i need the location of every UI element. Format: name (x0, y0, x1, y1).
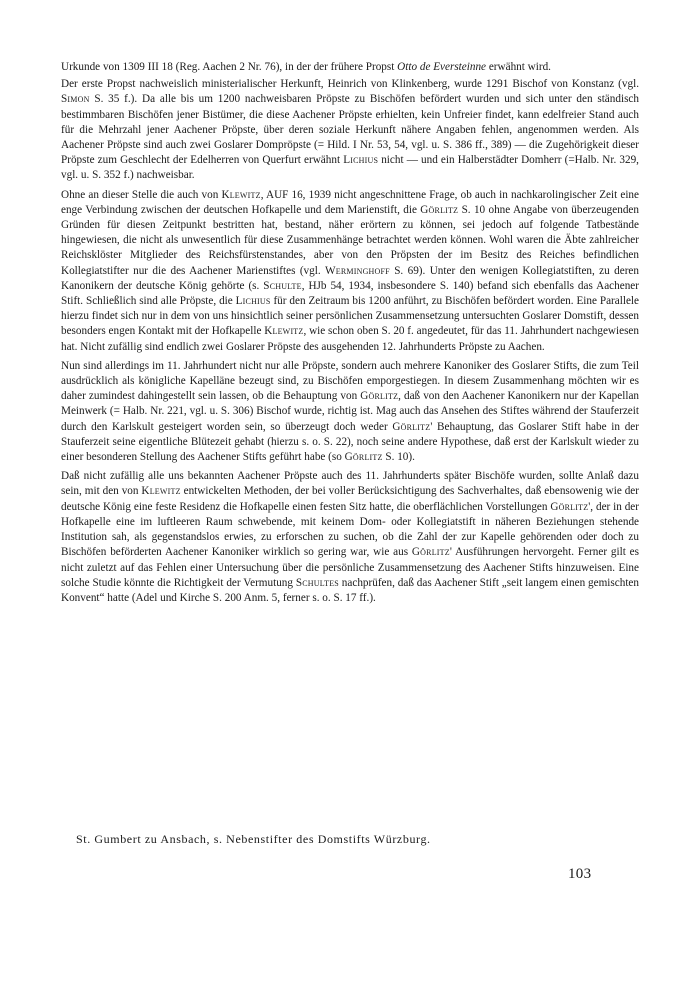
paragraph-1 (61, 60, 639, 75)
text-run: ' Behauptung, das Goslarer Stift habe in der Stauferzeit seine eigentliche Blütezeit gehabt (hierzu s. o. S. 22), noch seine andere Hypothese, daß erst der Karlskult wieder zu einer besonderen Stellung des Aachener Stifts geführt habe (so (61, 420, 639, 464)
author-name: Görlitz (411, 546, 450, 559)
paragraph-5 (61, 469, 639, 606)
text-run: ' Ausführungen hervorgeht. Ferner gilt es nicht zuletzt auf das Fehlen einer Untersuchung über die persönliche Zusammensetzung des Aachener Stifts hinzuweisen. Eine solche Studie könnte die Richtigkeit der Vermutung (61, 546, 639, 589)
text-run: nachprüfen, daß das Aachener Stift „seit langem einen gemischten Konvent“ hatte (Adel und Kirche S. 200 Anm. 5, ferner s. o. S. 17 ff.). (61, 576, 639, 604)
author-name: Görlitz (344, 451, 383, 464)
author-name: Lichius (235, 295, 271, 308)
text-run: erwähnt wird. (486, 61, 551, 73)
author-name: Schulte (263, 279, 302, 292)
text-run: Urkunde von 1309 III 18 (Reg. Aachen 2 Nr. 76), in der der frühere Propst (61, 61, 398, 73)
text-run: nicht — und ein Halberstädter Domherr (=Halb. Nr. 329, vgl. u. S. 352 f.) nachweisbar. (61, 154, 639, 182)
page-number: 103 (568, 866, 592, 882)
text-run: Nun sind allerdings im 11. Jahrhundert nicht nur alle Pröpste, sondern auch mehrere Kanoniker des Goslarer Stifts, die zum Teil ausdrücklich als königliche Kapelläne bezeugt sind, zu Bischöfen emporgestiegen. In diesem Zusammenhang möchten wir es daher zumindest dahingestellt sein lassen, ob die Behauptung von (61, 359, 639, 403)
author-name: Görlitz (550, 500, 589, 513)
text-run: S. 10 ohne Angabe von überzeugenden Gründen für diesen Zeitpunkt bestritten hat, bestand, näher erörtern zu können, sei jedoch auf folgende Tatbestände hingewiesen, die nicht als unwesentlich für diese Zusammenhänge betrachtet werden können. Wohl waren die Äbte zahlreicher Reichsklöster Mitglieder des Reichsfürstenstandes, aber von den Pröpsten der im Besitz des Reiches befindlichen Kollegiatstifter nur die des Aachener Marienstiftes (vgl. (61, 203, 639, 277)
author-name: Wermingноff (325, 264, 390, 277)
author-name: Görlitz (420, 203, 459, 216)
text-run: S. 35 f.). Da alle bis um 1200 nachweisbaren Pröpste zu Bischöfen befördert wurden und sich unter den ständisch bestimmbaren Bischöfen jener Bistümer, die diese Aachener Pröpste erhielten, kein Unfreier findet, kann edelfreier Stand auch für die Mehrzahl jener Aachener Pröpste, über deren soziale Herkunft nähere Angaben fehlen, angenommen werden. Als Aachener Pröpste sind auch zwei Goslarer Dompröpste (= Hild. I Nr. 53, 54, vgl. u. S. 386 ff., 389) — die Zugehörigkeit dieser Pröpste zum Geschlecht der Edelherren von Querfurt erwähnt (61, 93, 639, 167)
author-name: Klewitz (264, 325, 304, 338)
author-name: Schultes (295, 576, 339, 589)
author-name: Klewitz (141, 485, 181, 498)
text-run: , AUF 16, 1939 nicht angeschnittene Frage, ob auch in nachkarolingischer Zeit eine enge Verbindung zwischen der deutschen Hofkapelle und dem Marienstift, die (61, 188, 639, 216)
paragraph-2 (61, 77, 639, 183)
text-run: , daß von den Aachener Kanonikern nur der Kapellan Meinwerk (= Halb. Nr. 221, vgl. u. S. 306) Bischof wurde, richtig ist. Mag auch das Ansehen des Stiftes während der Stauferzeit durch den Karlskult gesteigert worden sein, so überzeugt doch weder (61, 390, 639, 433)
text-run: ', der in der Hofkapelle eine im luftleeren Raum schwebende, mit keinem Dom- oder Kollegiatstift in näheren Beziehungen stehende Institution sah, als gegenstandslos erwies, zu erforschen zu suchen, ob die Zahl der zur Kapelle gehörenden oder doch zu Bischöfen beförderten Aachener Kanoniker wirklich so gering war, wie aus (61, 500, 639, 559)
paragraph-3 (61, 188, 639, 355)
text-run: , wie schon oben S. 20 f. angedeutet, für das 11. Jahrhundert nachgewiesen hat. Nicht zufällig sind endlich zwei Goslarer Pröpste des ausgehenden 12. Jahrhunderts Pröpste zu Aachen. (61, 325, 639, 353)
closing-entry: St. Gumbert zu Ansbach, s. Nebenstifter des Domstifts Würzburg. (76, 832, 431, 846)
author-name: Görlitz (360, 390, 399, 403)
text-run: Daß nicht zufällig alle uns bekannten Aachener Pröpste auch des 11. Jahrhunderts später Bischöfe wurden, sollte Anlaß dazu sein, mit den von (61, 470, 639, 498)
text-run: , HJb 54, 1934, insbesondere S. 140) befand sich ebenfalls das Aachener Stift. Schließlich sind alle Pröpste, die (61, 279, 639, 308)
author-name: Görlitz (392, 420, 431, 433)
text-run: S. 10). (382, 451, 415, 464)
text-run: Ohne an dieser Stelle die auch von (61, 188, 222, 201)
page-body (61, 60, 639, 610)
text-run: Der erste Propst nachweislich ministerialischer Herkunft, Heinrich von Klinkenberg, wurde 1291 Bischof von Konstanz (vgl. (61, 78, 639, 91)
text-run: für den Zeitraum bis 1200 anführt, zu Bischöfen befördert worden. Eine Parallele hierzu findet sich nur in dem von uns hinsichtlich seiner persönlichen Zusammensetzung untersuchten Goslarer Domstift, dessen besonders engen Kontakt mit der Hofkapelle (61, 295, 639, 338)
paragraph-4 (61, 359, 639, 465)
author-name: Simon (61, 93, 90, 106)
author-name: Lichius (343, 154, 379, 167)
text-run: entwickelten Methoden, der bei voller Berücksichtigung des Sachverhaltes, daß ebensowenig wie der deutsche König eine feste Residenz die Hofkapelle einen festen Sitz hatte, die oberflächlichen Vorstellungen (61, 485, 640, 513)
italic-name: Otto de Eversteinne (397, 61, 487, 73)
text-run: S. 69). Unter den wenigen Kollegiatstiften, zu deren Kanonikern der deutsche König gehörte (s. (61, 264, 639, 292)
author-name: Klewitz (221, 188, 261, 201)
